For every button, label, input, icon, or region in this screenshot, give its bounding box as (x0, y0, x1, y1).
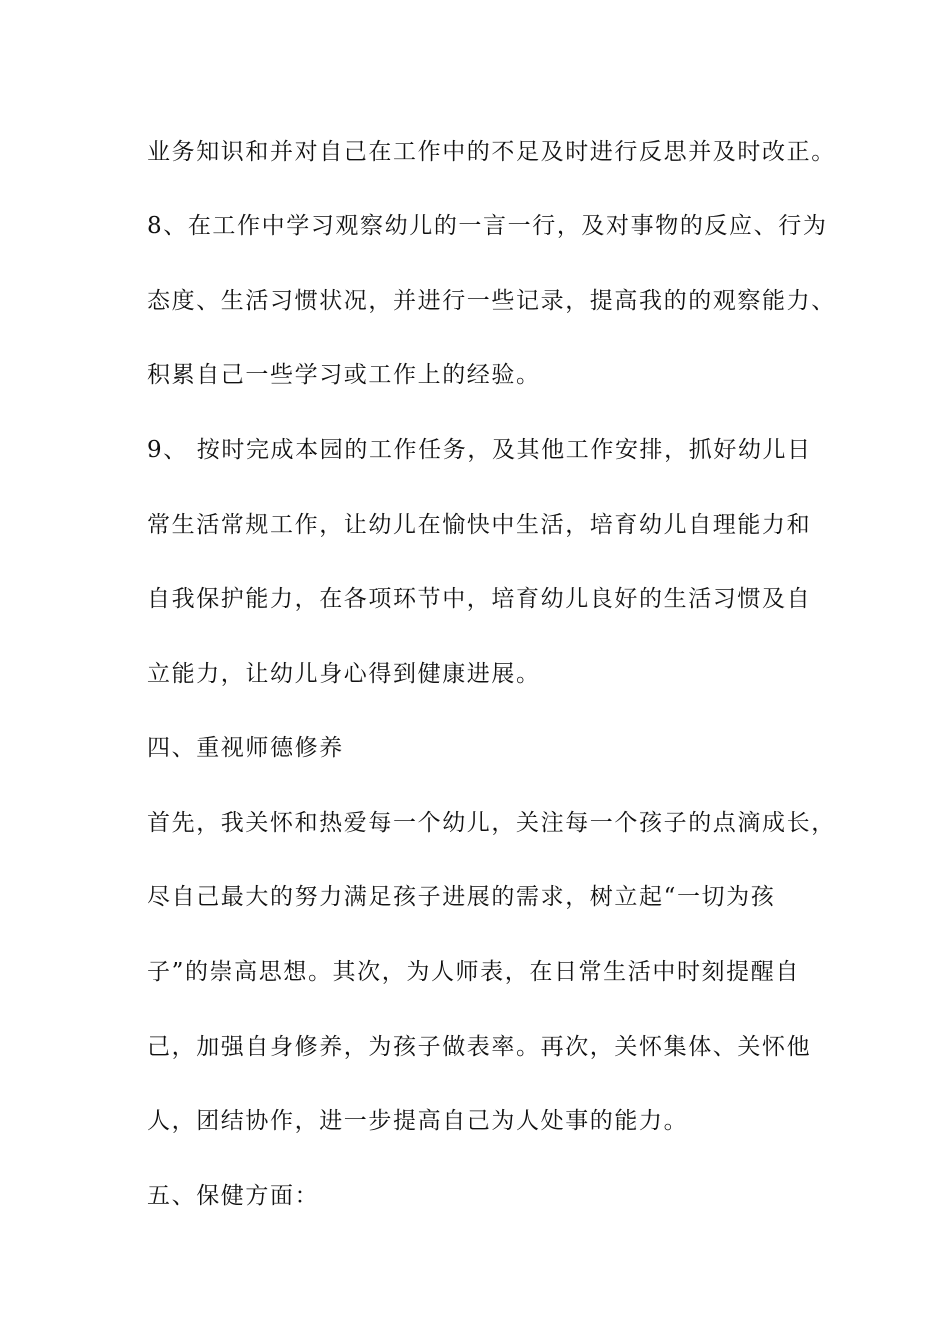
text-line-8: 立能力，让幼儿身心得到健康进展。 (147, 661, 541, 687)
section-heading-4: 四、重视师德修养 (147, 735, 344, 761)
text-line-10: 首先，我关怀和热爱每一个幼儿，关注每一个孩子的点滴成长， (147, 810, 836, 836)
text-line-7: 自我保护能力，在各项环节中，培育幼儿良好的生活习惯及自 (147, 586, 812, 612)
text-line-2: 8、在工作中学习观察幼儿的一言一行，及对事物的反应、行为 (147, 213, 828, 239)
text-line-14: 人，团结协作，进一步提高自己为人处事的能力。 (147, 1108, 689, 1134)
text-line-3: 态度、生活习惯状况，并进行一些记录，提高我的的观察能力、 (147, 288, 836, 314)
section-heading-5: 五、保健方面： (147, 1183, 320, 1209)
text-line-11: 尽自己最大的努力满足孩子进展的需求，树立起“一切为孩 (147, 884, 776, 910)
text-line-5: 9、 按时完成本园的工作任务，及其他工作安排，抓好幼儿日 (147, 437, 812, 463)
text-line-13: 己，加强自身修养，为孩子做表率。再次，关怀集体、关怀他 (147, 1034, 812, 1060)
text-line-1: 业务知识和并对自己在工作中的不足及时进行反思并及时改正。 (147, 139, 836, 165)
text-line-4: 积累自己一些学习或工作上的经验。 (147, 362, 541, 388)
text-line-6: 常生活常规工作，让幼儿在愉快中生活，培育幼儿自理能力和 (147, 512, 812, 538)
text-line-12: 子”的崇高思想。其次，为人师表，在日常生活中时刻提醒自 (147, 959, 800, 985)
